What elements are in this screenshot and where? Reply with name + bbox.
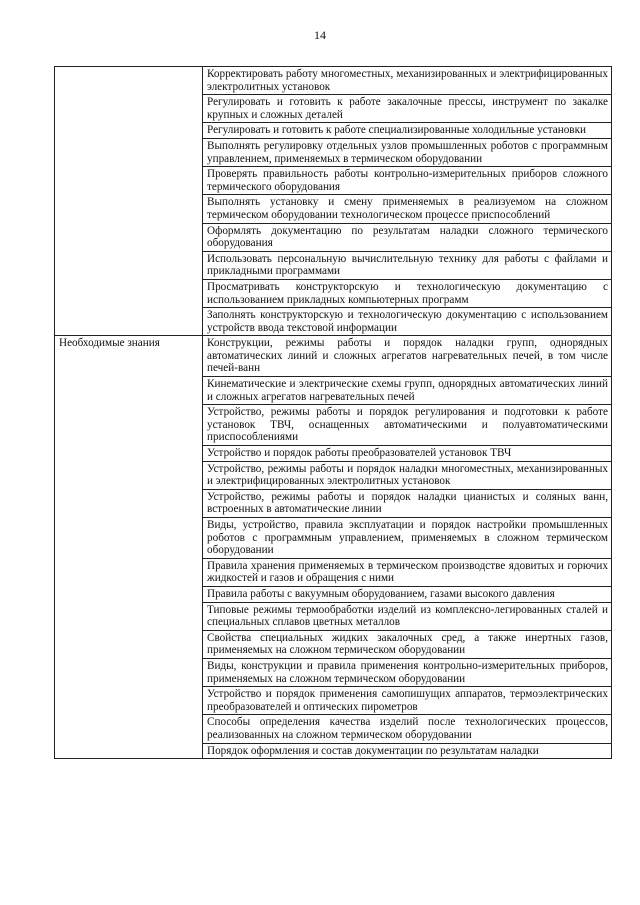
knowledge-section-label: Необходимые знания: [55, 336, 203, 759]
skills-section-label: [55, 67, 203, 336]
knowledge-section-item: Способы определения качества изделий после технологических процессов, реализованных на сложном термическом оборудовании: [203, 715, 612, 743]
knowledge-section-item: Кинематические и электрические схемы групп, однорядных автоматических линий и сложных агрегатов нагревательных печей: [203, 377, 612, 405]
skills-section-item: Регулировать и готовить к работе специализированные холодильные установки: [203, 123, 612, 139]
knowledge-section-item: Устройство, режимы работы и порядок регулирования и подготовки к работе установок ТВЧ, оснащенных автоматическими и полуавтоматическими приспособлениями: [203, 405, 612, 446]
skills-section-item: Корректировать работу многоместных, механизированных и электрифицированных электролитных установок: [203, 67, 612, 95]
knowledge-section-item: Виды, устройство, правила эксплуатации и порядок настройки промышленных роботов с программным управлением, применяемых в сложном термическом оборудовании: [203, 518, 612, 559]
requirements-table: [54, 66, 612, 759]
skills-section-item: Заполнять конструкторскую и технологическую документацию с использованием устройств ввода текстовой информации: [203, 308, 612, 336]
knowledge-section-item: Конструкции, режимы работы и порядок наладки групп, однорядных автоматических линий и сложных агрегатов нагревательных печей, в том числе печей-ванн: [203, 336, 612, 377]
knowledge-section-item: Свойства специальных жидких закалочных сред, а также инертных газов, применяемых на сложном термическом оборудовании: [203, 630, 612, 658]
skills-section-item: Регулировать и готовить к работе закалочные прессы, инструмент по закалке крупных и сложных деталей: [203, 95, 612, 123]
knowledge-section-item: Порядок оформления и состав документации по результатам наладки: [203, 743, 612, 759]
table-row: [55, 67, 612, 95]
knowledge-section-item: Правила хранения применяемых в термическом производстве ядовитых и горючих жидкостей и газов и обращения с ними: [203, 558, 612, 586]
skills-section-item: Оформлять документацию по результатам наладки сложного термического оборудования: [203, 223, 612, 251]
knowledge-section-item: Устройство, режимы работы и порядок наладки многоместных, механизированных и электрифицированных электролитных установок: [203, 461, 612, 489]
knowledge-section-item: Устройство, режимы работы и порядок наладки цианистых и соляных ванн, встроенных в автоматические линии: [203, 489, 612, 517]
knowledge-section-item: Правила работы с вакуумным оборудованием, газами высокого давления: [203, 586, 612, 602]
page-number: 14: [314, 28, 326, 42]
table-row: [55, 336, 612, 377]
knowledge-section-item: Устройство и порядок применения самопишущих аппаратов, термоэлектрических преобразователей и оптических пирометров: [203, 687, 612, 715]
skills-section-item: Выполнять регулировку отдельных узлов промышленных роботов с программным управлением, применяемых в термическом оборудовании: [203, 138, 612, 166]
knowledge-section-item: Типовые режимы термообработки изделий из комплексно-легированных сталей и специальных сплавов цветных металлов: [203, 602, 612, 630]
skills-section-item: Проверять правильность работы контрольно-измерительных приборов сложного термического оборудования: [203, 167, 612, 195]
skills-section-item: Просматривать конструкторскую и технологическую документацию с использованием прикладных компьютерных программ: [203, 279, 612, 307]
skills-section-item: Выполнять установку и смену применяемых в реализуемом на сложном термическом оборудовании технологическом процессе приспособлений: [203, 195, 612, 223]
skills-section-item: Использовать персональную вычислительную технику для работы с файлами и прикладными программами: [203, 251, 612, 279]
knowledge-section-item: Устройство и порядок работы преобразователей установок ТВЧ: [203, 446, 612, 462]
knowledge-section-item: Виды, конструкции и правила применения контрольно-измерительных приборов, применяемых на сложном термическом оборудовании: [203, 658, 612, 686]
